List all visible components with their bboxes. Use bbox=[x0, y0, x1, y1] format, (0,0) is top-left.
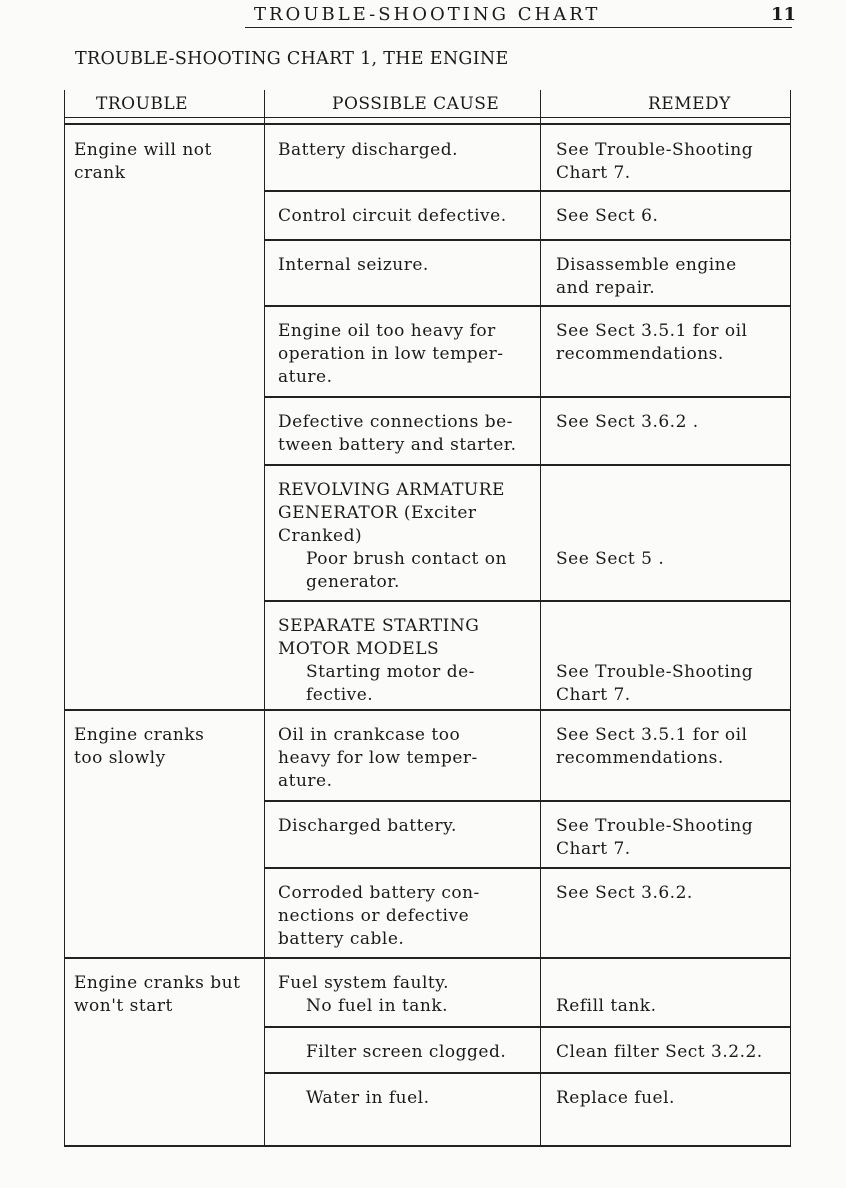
possible-cause-cell-line: REVOLVING ARMATURE bbox=[278, 480, 505, 500]
row-separator bbox=[264, 239, 791, 241]
trouble-cell-line: Engine will not bbox=[74, 140, 212, 160]
remedy-cell-line: Chart 7. bbox=[556, 163, 631, 183]
possible-cause-cell-line: ature. bbox=[278, 771, 333, 791]
possible-cause-cell bbox=[278, 972, 449, 1018]
possible-cause-cell bbox=[278, 254, 429, 277]
row-separator bbox=[264, 464, 791, 466]
remedy-cell bbox=[556, 411, 699, 434]
remedy-column-divider bbox=[540, 957, 541, 1145]
row-separator bbox=[264, 305, 791, 307]
possible-cause-cell bbox=[278, 882, 480, 951]
remedy-cell-line: recommendations. bbox=[556, 748, 724, 768]
possible-cause-cell-line: Internal seizure. bbox=[278, 255, 429, 275]
table-right-rule bbox=[790, 957, 791, 1145]
remedy-cell-line: Replace fuel. bbox=[556, 1088, 675, 1108]
remedy-column-divider bbox=[540, 124, 541, 709]
possible-cause-cell-line: Starting motor de- bbox=[306, 662, 475, 682]
possible-cause-cell bbox=[278, 139, 458, 162]
possible-cause-cell-line: Corroded battery con- bbox=[278, 883, 480, 903]
remedy-cell-line: See Trouble-Shooting bbox=[556, 816, 754, 836]
trouble-cell bbox=[74, 972, 240, 1018]
column-header-remedy: REMEDY bbox=[648, 94, 731, 114]
remedy-cell bbox=[556, 724, 747, 770]
header-double-rule-top bbox=[64, 117, 791, 118]
table-right-rule bbox=[790, 709, 791, 957]
remedy-cell-line: See Sect 5 . bbox=[556, 549, 665, 569]
header-left-rule bbox=[64, 90, 65, 124]
header-double-rule-bottom bbox=[64, 123, 791, 125]
possible-cause-cell bbox=[278, 1087, 430, 1110]
cause-column-divider bbox=[264, 709, 265, 957]
possible-cause-cell bbox=[278, 479, 507, 594]
trouble-cell-line: Engine cranks but bbox=[74, 973, 241, 993]
possible-cause-cell-line: Defective connections be- bbox=[278, 412, 513, 432]
row-separator bbox=[264, 867, 791, 869]
possible-cause-cell-line: tween battery and starter. bbox=[278, 435, 517, 455]
column-header-trouble: TROUBLE bbox=[96, 94, 189, 114]
possible-cause-cell-line: MOTOR MODELS bbox=[278, 639, 440, 659]
remedy-column-divider bbox=[540, 709, 541, 957]
header-right-rule bbox=[790, 90, 791, 124]
possible-cause-cell-line: ature. bbox=[278, 367, 333, 387]
possible-cause-cell-line: No fuel in tank. bbox=[306, 996, 449, 1016]
possible-cause-cell-line: battery cable. bbox=[278, 929, 405, 949]
remedy-cell bbox=[556, 815, 753, 861]
header-divider-2 bbox=[540, 90, 541, 124]
possible-cause-cell bbox=[278, 815, 457, 838]
possible-cause-cell-line: Engine oil too heavy for bbox=[278, 321, 496, 341]
row-separator bbox=[264, 396, 791, 398]
remedy-cell bbox=[556, 254, 737, 300]
remedy-cell-line: See Trouble-Shooting bbox=[556, 140, 754, 160]
row-separator bbox=[264, 600, 791, 602]
remedy-cell bbox=[556, 661, 753, 707]
header-rule bbox=[245, 27, 792, 28]
remedy-cell bbox=[556, 139, 753, 185]
remedy-cell bbox=[556, 882, 693, 905]
remedy-cell-line: and repair. bbox=[556, 278, 656, 298]
group-separator bbox=[64, 709, 791, 711]
remedy-cell-line: Chart 7. bbox=[556, 839, 631, 859]
remedy-cell bbox=[556, 995, 657, 1018]
trouble-column-left-rule bbox=[64, 709, 65, 957]
remedy-cell-line: See Sect 3.6.2 . bbox=[556, 412, 699, 432]
possible-cause-cell-line: Cranked) bbox=[278, 526, 363, 546]
trouble-column-left-rule bbox=[64, 957, 65, 1145]
possible-cause-cell-line: Filter screen clogged. bbox=[306, 1042, 507, 1062]
remedy-cell bbox=[556, 1041, 763, 1064]
row-separator bbox=[264, 800, 791, 802]
cause-column-divider bbox=[264, 957, 265, 1145]
remedy-cell-line: See Sect 3.6.2. bbox=[556, 883, 693, 903]
table-right-rule bbox=[790, 124, 791, 709]
possible-cause-cell-line: Discharged battery. bbox=[278, 816, 457, 836]
trouble-cell-line: won't start bbox=[74, 996, 173, 1016]
remedy-cell bbox=[556, 1087, 675, 1110]
remedy-cell-line: Refill tank. bbox=[556, 996, 657, 1016]
possible-cause-cell-line: Battery discharged. bbox=[278, 140, 458, 160]
remedy-cell-line: See Sect 3.5.1 for oil bbox=[556, 725, 748, 745]
remedy-cell-line: Disassemble engine bbox=[556, 255, 737, 275]
remedy-cell bbox=[556, 320, 747, 366]
possible-cause-cell bbox=[278, 411, 516, 457]
remedy-cell-line: Chart 7. bbox=[556, 685, 631, 705]
running-header-title: TROUBLE-SHOOTING CHART bbox=[254, 4, 601, 25]
chart-title: TROUBLE-SHOOTING CHART 1, THE ENGINE bbox=[75, 49, 509, 69]
possible-cause-cell bbox=[278, 724, 478, 793]
trouble-cell bbox=[74, 139, 212, 185]
possible-cause-cell-line: Fuel system faulty. bbox=[278, 973, 450, 993]
remedy-cell bbox=[556, 548, 664, 571]
remedy-cell-line: See Sect 6. bbox=[556, 206, 659, 226]
group-separator bbox=[64, 1145, 791, 1147]
possible-cause-cell bbox=[278, 615, 479, 707]
group-separator bbox=[64, 957, 791, 959]
possible-cause-cell bbox=[278, 320, 504, 389]
possible-cause-cell-line: Water in fuel. bbox=[306, 1088, 430, 1108]
remedy-cell-line: See Sect 3.5.1 for oil bbox=[556, 321, 748, 341]
possible-cause-cell-line: heavy for low temper- bbox=[278, 748, 478, 768]
possible-cause-cell-line: GENERATOR (Exciter bbox=[278, 503, 477, 523]
possible-cause-cell-line: generator. bbox=[306, 572, 400, 592]
trouble-cell-line: Engine cranks bbox=[74, 725, 205, 745]
possible-cause-cell-line: SEPARATE STARTING bbox=[278, 616, 480, 636]
possible-cause-cell-line: operation in low temper- bbox=[278, 344, 504, 364]
possible-cause-cell-line: fective. bbox=[306, 685, 374, 705]
trouble-column-left-rule bbox=[64, 124, 65, 709]
row-separator bbox=[264, 190, 791, 192]
header-divider-1 bbox=[264, 90, 265, 124]
row-separator bbox=[264, 1026, 791, 1028]
trouble-cell-line: crank bbox=[74, 163, 126, 183]
possible-cause-cell bbox=[278, 1041, 506, 1064]
possible-cause-cell-line: Poor brush contact on bbox=[306, 549, 507, 569]
trouble-cell-line: too slowly bbox=[74, 748, 166, 768]
remedy-cell bbox=[556, 205, 658, 228]
possible-cause-cell bbox=[278, 205, 507, 228]
trouble-cell bbox=[74, 724, 204, 770]
page-number: 11 bbox=[771, 4, 797, 25]
remedy-cell-line: See Trouble-Shooting bbox=[556, 662, 754, 682]
possible-cause-cell-line: Oil in crankcase too bbox=[278, 725, 461, 745]
possible-cause-cell-line: nections or defective bbox=[278, 906, 470, 926]
column-header-cause: POSSIBLE CAUSE bbox=[332, 94, 500, 114]
remedy-cell-line: Clean filter Sect 3.2.2. bbox=[556, 1042, 763, 1062]
cause-column-divider bbox=[264, 124, 265, 709]
row-separator bbox=[264, 1072, 791, 1074]
possible-cause-cell-line: Control circuit defective. bbox=[278, 206, 507, 226]
remedy-cell-line: recommendations. bbox=[556, 344, 724, 364]
